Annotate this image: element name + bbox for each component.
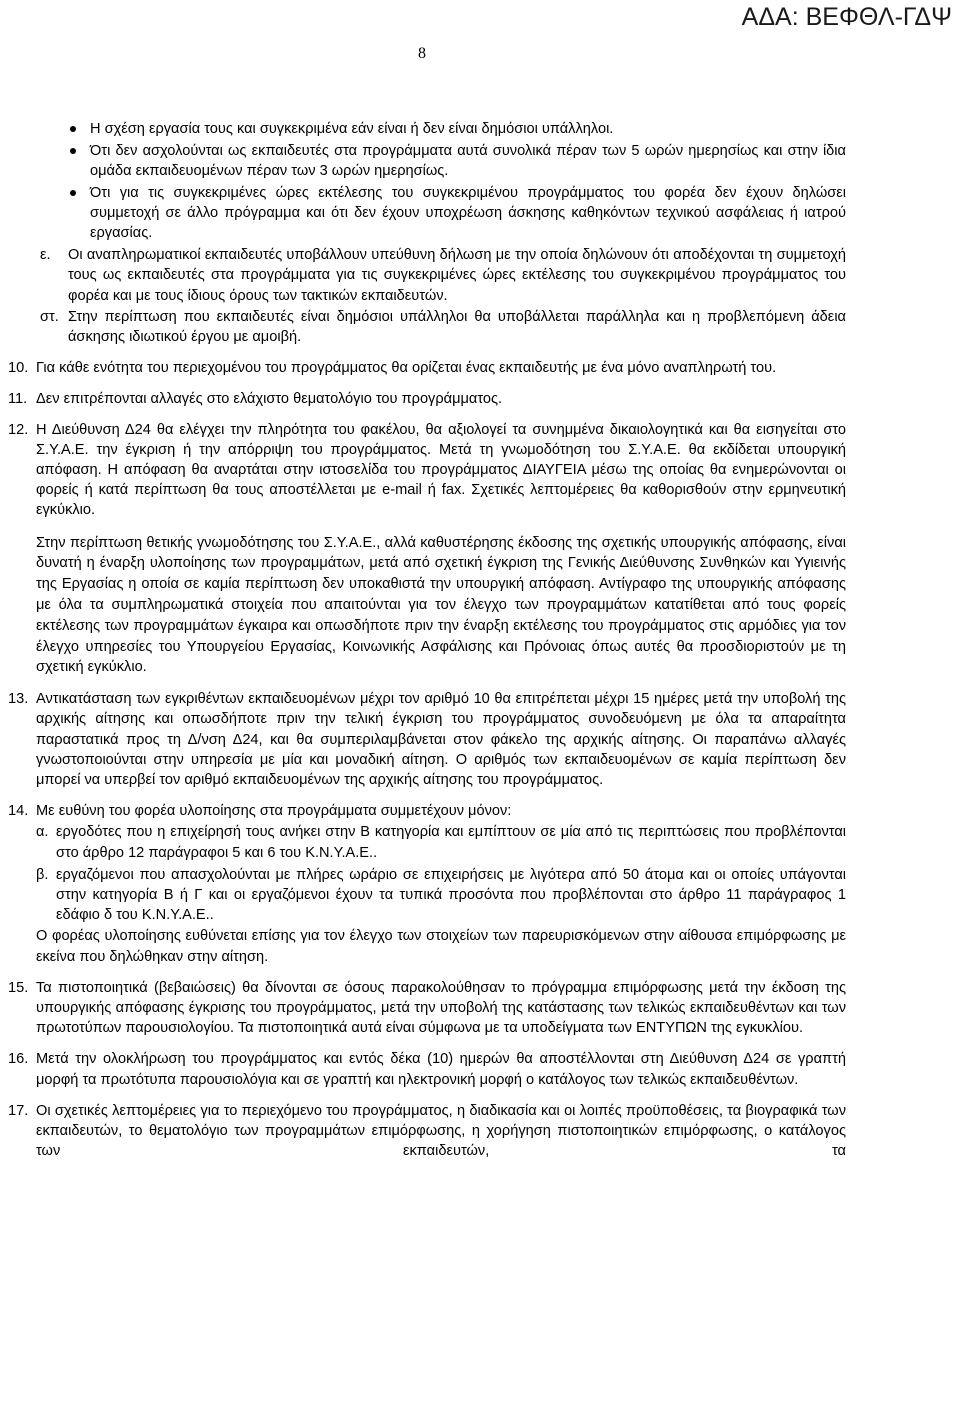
alpha-text: εργοδότες που η επιχείρησή τους ανήκει στην Β κατηγορία και εμπίπτουν σε μία από τις περιπτώσεις που προβλέπονται στο άρθρο 12 παράγραφοι 5 και 6 του Κ.Ν.Υ.Α.Ε.. [56,824,846,861]
sub-item-text: Στην περίπτωση που εκπαιδευτές είναι δημόσιοι υπάλληλοι θα υποβάλλεται παράλληλα και η προβλεπόμενη άδεια άσκησης ιδιωτικού έργου με αμοιβή. [68,308,846,346]
item-14-alpha [0,822,846,862]
sub-item-civil-servants [0,307,846,347]
bullet-text: Η σχέση εργασία τους και συγκεκριμένα εάν είναι ή δεν είναι δημόσιοι υπάλληλοι. [90,121,614,137]
bullet-icon [70,190,76,196]
alpha-marker: β. [36,866,49,883]
item-number: 13. [8,691,29,708]
sub-item-substitute-trainers [0,245,846,306]
page-number: 8 [418,45,426,62]
item-14 [0,801,846,821]
item-number: 14. [8,803,29,820]
alpha-marker: α. [36,824,49,841]
bullet-text: Ότι για τις συγκεκριμένες ώρες εκτέλεσης του συγκεκριμένου προγράμματος του φορέα δεν έχουν δηλώσει συμμετοχή σε άλλο πρόγραμμα και ότι δεν έχουν υποχρέωση άσκησης καθηκόντων τεχνικού ασφάλειας ή ιατρού εργασίας. [90,184,846,242]
item-17 [0,1101,846,1162]
item-number: 17. [8,1102,29,1119]
sub-item-text: Οι αναπληρωματικοί εκπαιδευτές υποβάλλουν υπεύθυνη δήλωση με την οποία δηλώνουν ότι αποδέχονται τη συμμετοχή τους ως εκπαιδευτές στα προγράμματα για τις συγκεκριμένες ώρες εκτέλεσης του συγκεκριμένου προγράμματος του φορέα και με τους ίδιους όρους των τακτικών εκπαιδευτών. [68,247,846,304]
sub-item-marker: ε. [40,247,51,264]
item-15 [0,978,846,1039]
item-text: Τα πιστοποιητικά (βεβαιώσεις) θα δίνονται σε όσους παρακολούθησαν το πρόγραμμα επιμόρφωσης μετά την έκδοση της υπουργικής απόφασης έγκρισης του προγράμματος, μετά την υποβολή της κατάστασης των τελικώς εκπαιδευθέντων και των πρωτοτύπων παρουσιολογίου. Τα πιστοποιητικά αυτά είναι σύμφωνα με τα υποδείγματα των ΕΝΤΥΠΩΝ της εγκυκλίου. [36,979,846,1037]
item-text: Δεν επιτρέπονται αλλαγές στο ελάχιστο θεματολόγιο του προγράμματος. [36,391,503,408]
item-text: Μετά την ολοκλήρωση του προγράμματος και εντός δέκα (10) ημερών θα αποστέλλονται στη Διεύθυνση Δ24 σε γραπτή μορφή τα πρωτότυπα παρουσιολόγια και σε γραπτή και ηλεκτρονική μορφή ο κατάλογος των τελικώς εκπαιδευθέντων. [36,1051,846,1088]
item-number: 11. [8,391,28,408]
item-14-beta [0,865,846,926]
ada-header: ΑΔΑ: ΒΕΦΘΛ-ΓΔΨ [741,3,952,31]
item-text: Για κάθε ενότητα του περιεχομένου του προγράμματος θα ορίζεται ένας εκπαιδευτής με ένα μόνο αναπληρωτή του. [36,360,777,377]
item-text: Αντικατάσταση των εγκριθέντων εκπαιδευομένων μέχρι τον αριθμό 10 θα επιτρέπεται μέχρι 15 ημέρες μετά την υποβολή της αρχικής αίτησης και οπωσδήποτε πριν την τελική έγκριση του προγράμματος συνοδευόμενη με όλα τα απαραίτητα παραστατικά προς τη Δ/νση Δ24, και θα συμπεριλαμβάνεται στον φάκελο της αρχικής αίτησης. Οι παραπάνω αλλαγές γνωστοποιούνται στην υπηρεσία με μία και μοναδική αίτηση. Ο αριθμός των εκπαιδευομένων σε καμία περίπτωση δεν μπορεί να υπερβεί τον αριθμό εκπαιδευομένων της αρχικής αίτησης του προγράμματος. [36,691,846,789]
item-14-note [0,926,846,966]
bullet-item-hours-limit [0,141,846,181]
bullet-item-employment-relation [0,119,846,139]
item-13 [0,689,846,790]
item-10 [0,358,846,378]
item-11 [0,389,846,409]
bullet-icon [70,148,76,154]
item-12 [0,420,846,521]
item-text: Οι σχετικές λεπτομέρειες για το περιεχόμενο του προγράμματος, η διαδικασία και οι λοιπές προϋποθέσεις, τα βιογραφικά των εκπαιδευτών, το θεματολόγιο των προγραμμάτων επιμόρφωσης, η χορήγηση πιστοποιητικών επιμόρφωσης, ο κατάλογος των εκπαιδευτών, τα [36,1102,846,1160]
bullet-text: Ότι δεν ασχολούνται ως εκπαιδευτές στα προγράμματα αυτά συνολικά πέραν των 5 ωρών ημερησίως και στην ίδια ομάδα εκπαιδευομένων πέραν των 3 ωρών ημερησίως. [90,143,846,180]
bullet-item-no-other-program [0,183,846,244]
item-number: 10. [8,360,29,377]
paragraph-text: Στην περίπτωση θετικής γνωμοδότησης του Σ.Υ.Α.Ε., αλλά καθυστέρησης έκδοσης της σχετικής υπουργικής απόφασης, είναι δυνατή η έναρξη υλοποίησης των προγραμμάτων, μετά από σχετική έγκριση της Γενικής Διεύθυνσης Συνθηκών και Υγιεινής της Εργασίας η οποία σε καμία περίπτωση δεν υποκαθιστά την υπουργική απόφαση. Αντίγραφο της υπουργικής απόφασης με όλα τα συμπληρωματικά στοιχεία που απαιτούνται για τον έλεγχο των προγραμμάτων κατατίθεται από τους φορείς εκτέλεσης των προγραμμάτων έγκαιρα και οπωσδήποτε πριν την έναρξη εκτέλεσης του προγράμματος στις αρμόδιες για τον έλεγχο υπηρεσίες του Υπουργείου Εργασίας, Κοινωνικής Ασφάλισης και Πρόνοιας όπως αυτές θα προσδιοριστούν με τη σχετική εγκύκλιο. [36,534,846,676]
item-12-paragraph [0,533,846,679]
sub-item-marker: στ. [40,308,59,325]
note-text: Ο φορέας υλοποίησης ευθύνεται επίσης για τον έλεγχο των στοιχείων των παρευρισκόμενων στην αίθουσα επιμόρφωσης με εκείνα που δηλώθηκαν στην αίτηση. [36,928,846,965]
item-text: Η Διεύθυνση Δ24 θα ελέγχει την πληρότητα του φακέλου, θα αξιολογεί τα συνημμένα δικαιολογητικά και θα εισηγείται στο Σ.Υ.Α.Ε. την έγκριση ή την απόρριψη του προγράμματος. Μετά τη γνωμοδότηση του Σ.Υ.Α.Ε. θα εκδίδεται υπουργική απόφαση. Η απόφαση θα αναρτάται στην ιστοσελίδα του προγράμματος ΔΙΑΥΓΕΙΑ μέσω της οποίας θα ενημερώνονται οι φορείς ή κατά περίπτωση θα τους αποστέλλεται με e-mail ή fax. Σχετικές λεπτομέρειες θα καθορισθούν στην ερμηνευτική εγκύκλιο. [36,421,846,519]
item-number: 12. [8,421,29,438]
bullet-icon [70,126,76,132]
document-body [0,119,960,1162]
item-16 [0,1049,846,1089]
item-number: 15. [8,979,29,996]
item-text: Με ευθύνη του φορέα υλοποίησης στα προγράμματα συμμετέχουν μόνον: [36,803,512,820]
item-number: 16. [8,1051,29,1068]
alpha-text: εργαζόμενοι που απασχολούνται με πλήρες ωράριο σε επιχειρήσεις με λιγότερα από 50 άτομα και οι οποίες υπάγονται στην κατηγορία Β ή Γ και οι εργαζόμενοι έχουν τα τυπικά προσόντα που προβλέπονται στο άρθρο 11 παράγραφος 1 εδάφιο δ του Κ.Ν.Υ.Α.Ε.. [56,866,846,924]
